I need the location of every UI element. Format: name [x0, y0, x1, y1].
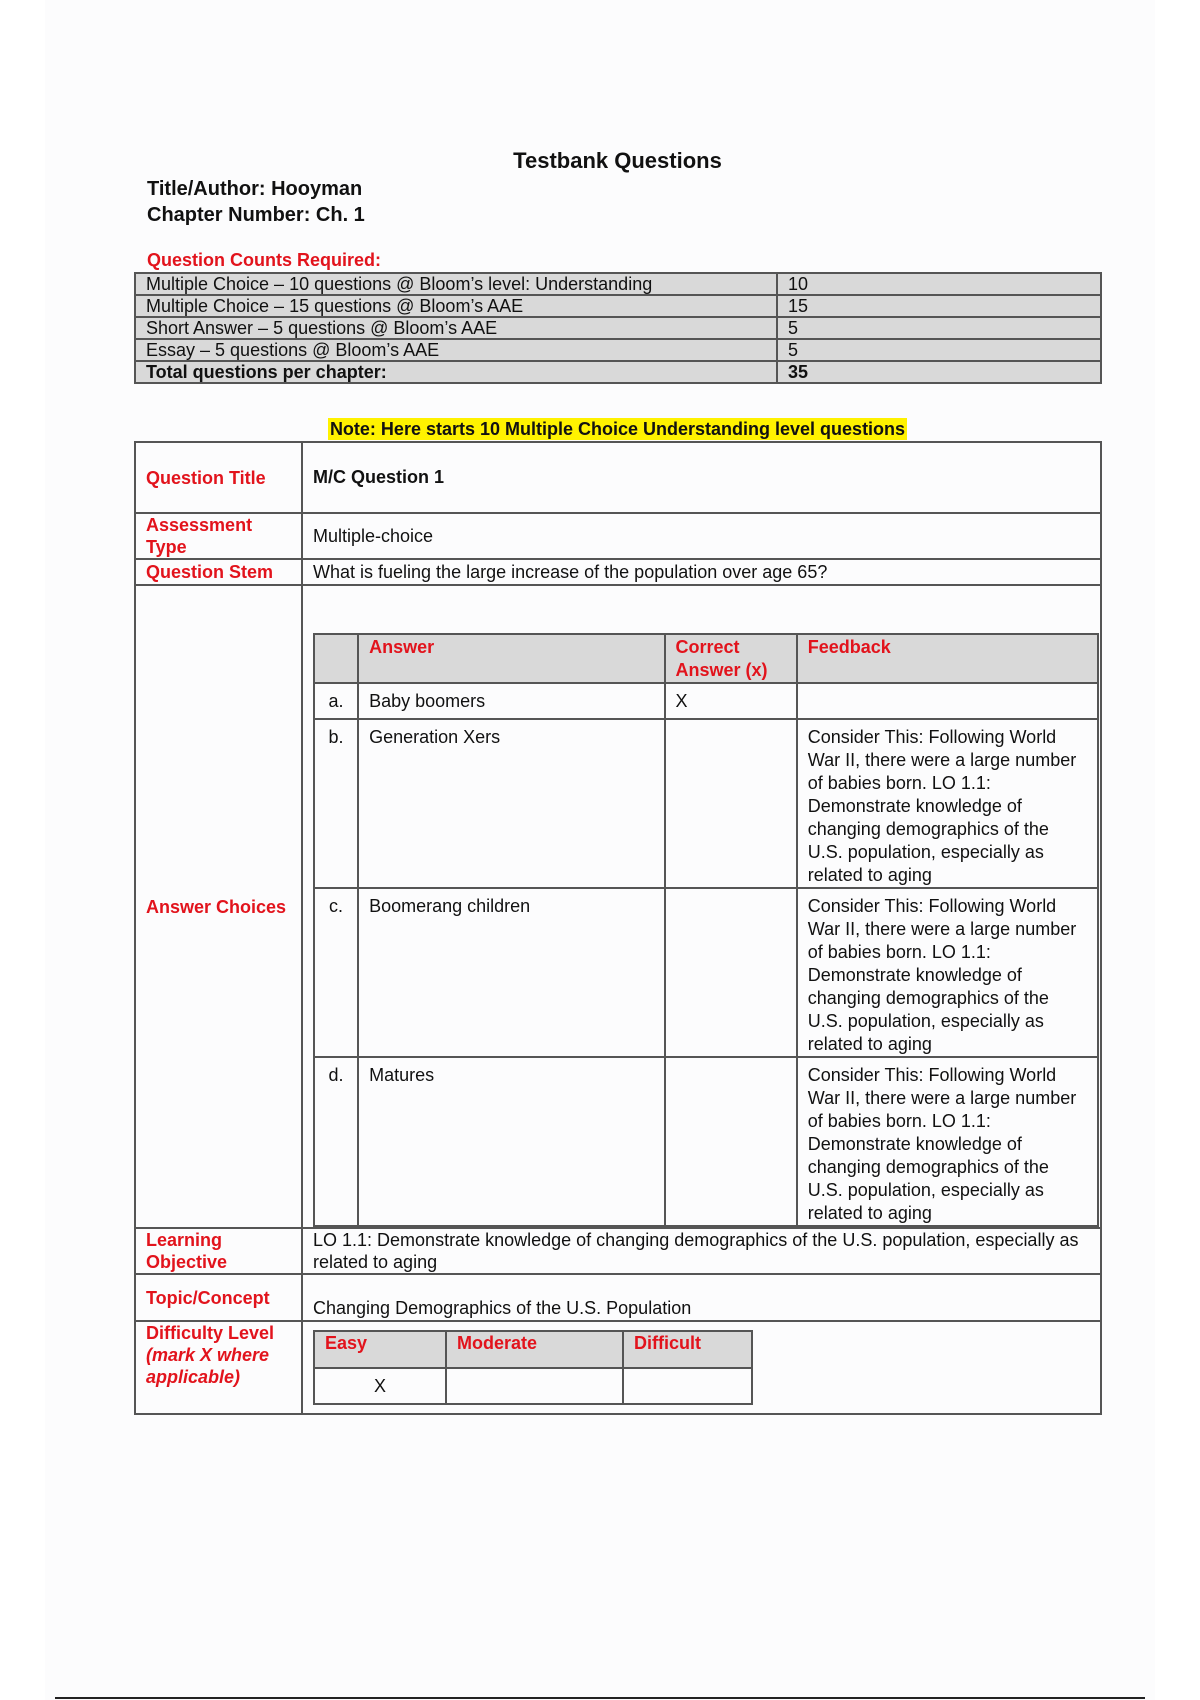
- count-value: 5: [777, 339, 1101, 361]
- question-stem-row: [135, 559, 1101, 585]
- difficulty-difficult-header: Difficult: [623, 1331, 752, 1368]
- question-stem: What is fueling the large increase of the population over age 65?: [302, 559, 1101, 585]
- assessment-type-row: [135, 513, 1101, 559]
- answer-choices-row: [135, 585, 1101, 1228]
- document-meta: [147, 176, 365, 228]
- difficulty-hint: (mark X where applicable): [146, 1345, 270, 1387]
- difficulty-easy-header: Easy: [314, 1331, 446, 1368]
- question-title: M/C Question 1: [302, 442, 1101, 513]
- difficulty-easy-mark: X: [314, 1368, 446, 1404]
- bottom-rule: [55, 1697, 1145, 1699]
- note-banner: [0, 419, 1200, 440]
- choice-answer: Boomerang children: [358, 888, 664, 1057]
- answer-choices-label: Answer Choices: [135, 585, 302, 1228]
- correct-answer-header: Correct Answer (x): [665, 634, 797, 683]
- question-counts-label: Question Counts Required:: [147, 250, 381, 270]
- difficulty-row: [135, 1321, 1101, 1414]
- table-row: [314, 888, 1098, 1057]
- difficulty-label: [135, 1321, 302, 1414]
- choice-correct-mark: [665, 888, 797, 1057]
- learning-objective: LO 1.1: Demonstrate knowledge of changing demographics of the U.S. population, especially as related to aging: [302, 1228, 1101, 1274]
- document-title: Testbank Questions: [513, 148, 722, 173]
- count-value: 15: [777, 295, 1101, 317]
- question-title-row: [135, 442, 1101, 513]
- topic-row: [135, 1274, 1101, 1321]
- difficulty-table: [313, 1330, 753, 1405]
- choice-correct-mark: [665, 719, 797, 888]
- table-row: [135, 317, 1101, 339]
- difficulty-label-text: Difficulty Level: [146, 1323, 275, 1343]
- feedback-header: Feedback: [797, 634, 1098, 683]
- total-row: [135, 361, 1101, 383]
- count-desc: Essay – 5 questions @ Bloom’s AAE: [135, 339, 777, 361]
- answer-table: [313, 633, 1099, 1227]
- assessment-type-label: Assessment Type: [135, 513, 302, 559]
- table-row: [135, 339, 1101, 361]
- difficulty-moderate-mark: [446, 1368, 623, 1404]
- note-text: Note: Here starts 10 Multiple Choice Understanding level questions: [329, 419, 906, 439]
- table-row: [314, 719, 1098, 888]
- title-author: Title/Author: Hooyman: [147, 178, 363, 200]
- difficulty-marks-row: [314, 1368, 752, 1404]
- learning-objective-row: [135, 1228, 1101, 1274]
- count-desc: Multiple Choice – 10 questions @ Bloom’s level: Understanding: [135, 273, 777, 295]
- chapter-number: Chapter Number: Ch. 1: [147, 204, 365, 226]
- choice-feedback: Consider This: Following World War II, there were a large number of babies born. LO 1.1: Demonstrate knowledge of changing demographics of the U.S. population, especially as related to aging: [797, 1057, 1098, 1226]
- choice-feedback: Consider This: Following World War II, there were a large number of babies born. LO 1.1: Demonstrate knowledge of changing demographics of the U.S. population, especially as related to aging: [797, 888, 1098, 1057]
- choice-letter: c.: [314, 888, 358, 1057]
- table-row: [314, 683, 1098, 719]
- choice-correct-mark: [665, 1057, 797, 1226]
- choice-feedback: [797, 683, 1098, 719]
- difficulty-difficult-mark: [623, 1368, 752, 1404]
- choice-answer: Generation Xers: [358, 719, 664, 888]
- choice-answer: Matures: [358, 1057, 664, 1226]
- learning-objective-label: Learning Objective: [135, 1228, 302, 1274]
- count-value: 10: [777, 273, 1101, 295]
- choice-letter: a.: [314, 683, 358, 719]
- question-counts-table: [134, 272, 1102, 384]
- table-row: [135, 273, 1101, 295]
- choice-answer: Baby boomers: [358, 683, 664, 719]
- count-value: 5: [777, 317, 1101, 339]
- table-row: [135, 295, 1101, 317]
- difficulty-moderate-header: Moderate: [446, 1331, 623, 1368]
- topic-value: Changing Demographics of the U.S. Population: [302, 1274, 1101, 1321]
- table-row: [314, 1057, 1098, 1226]
- question-table: [134, 441, 1102, 1415]
- topic-label: Topic/Concept: [135, 1274, 302, 1321]
- answer-table-header: [314, 634, 1098, 683]
- choice-letter: d.: [314, 1057, 358, 1226]
- count-desc: Short Answer – 5 questions @ Bloom’s AAE: [135, 317, 777, 339]
- question-stem-label: Question Stem: [135, 559, 302, 585]
- count-desc: Multiple Choice – 15 questions @ Bloom’s AAE: [135, 295, 777, 317]
- choice-feedback: Consider This: Following World War II, there were a large number of babies born. LO 1.1: Demonstrate knowledge of changing demographics of the U.S. population, especially as related to aging: [797, 719, 1098, 888]
- choice-correct-mark: X: [665, 683, 797, 719]
- difficulty-header-row: [314, 1331, 752, 1368]
- choice-letter: b.: [314, 719, 358, 888]
- question-title-label: Question Title: [135, 442, 302, 513]
- assessment-type: Multiple-choice: [302, 513, 1101, 559]
- total-label: Total questions per chapter:: [135, 361, 777, 383]
- total-value: 35: [777, 361, 1101, 383]
- answer-header: Answer: [358, 634, 664, 683]
